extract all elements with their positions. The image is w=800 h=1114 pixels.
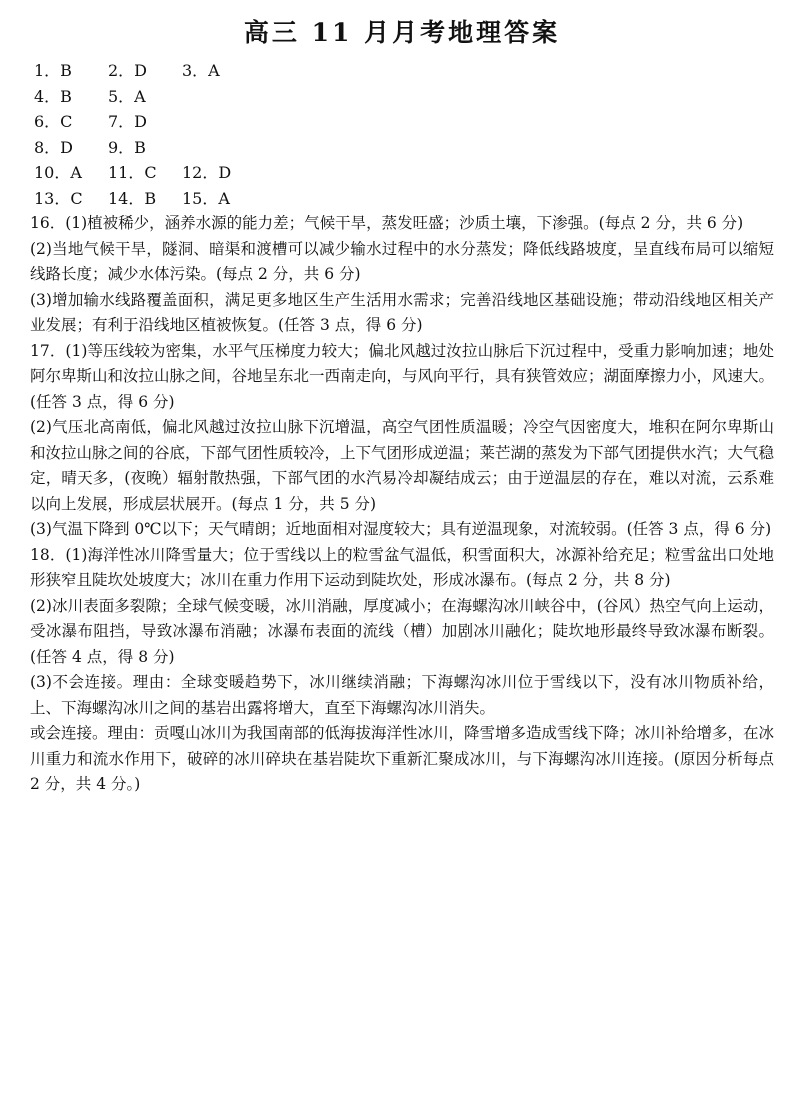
mc-answer: 15．A xyxy=(182,188,230,208)
answer-q18-part1: 18．(1)海洋性冰川降雪量大；位于雪线以上的粒雪盆气温低，积雪面积大，冰源补给充足；粒雪盆出口处地形狭窄且陡坎处坡度大；冰川在重力作用下运动到陡坎处，形成冰瀑布。(每点 2 分，共 8 分) xyxy=(30,545,774,589)
mc-answer: 8．D xyxy=(34,137,74,157)
mc-row xyxy=(34,160,774,186)
answer-q18-part3-yes: 或会连接。理由：贡嘎山冰川为我国南部的低海拔海洋性冰川，降雪增多造成雪线下降；冰川补给增多，在冰川重力和流水作用下，破碎的冰川碎块在基岩陡坎下重新汇聚成冰川，与下海螺沟冰川连接。(原因分析每点 2 分，共 4 分。) xyxy=(30,724,775,793)
mc-answer: 3．A xyxy=(182,61,220,80)
mc-answer: 6．C xyxy=(34,112,73,131)
mc-answer: 13．C xyxy=(34,188,83,208)
answer-q18-part2: (2)冰川表面多裂隙；全球气候变暖，冰川消融，厚度减小；在海螺沟冰川峡谷中，(谷风）热空气向上运动，受冰瀑布阻挡，导致冰瀑布消融；冰瀑布表面的流线（槽）加剧冰川融化；陡坎地形最终导致冰瀑布断裂。(任答 4 点，得 8 分) xyxy=(30,596,774,666)
mc-answer: 4．B xyxy=(34,86,72,106)
mc-answer: 10．A xyxy=(34,163,82,182)
mc-answer: 1．B xyxy=(34,61,72,80)
mc-answer: 9．B xyxy=(108,137,146,157)
answer-q18-part3-no: (3)不会连接。理由：全球变暖趋势下，冰川继续消融；下海螺沟冰川位于雪线以下，没有冰川物质补给，上、下海螺沟冰川之间的基岩出露将增大，直至下海螺沟冰川消失。 xyxy=(30,673,774,717)
mc-answer: 5．A xyxy=(108,86,146,106)
mc-answer: 14．B xyxy=(108,188,157,208)
answer-q16-part2: (2)当地气候干旱，隧洞、暗渠和渡槽可以减少输水过程中的水分蒸发；降低线路坡度，呈直线布局可以缩短线路长度；减少水体污染。(每点 2 分，共 6 分) xyxy=(30,239,774,283)
multiple-choice-answers xyxy=(30,58,774,211)
mc-answer: 11．C xyxy=(108,163,157,182)
mc-answer: 2．D xyxy=(108,61,148,80)
mc-row xyxy=(34,135,774,161)
mc-row xyxy=(34,186,774,212)
mc-row xyxy=(34,58,774,84)
mc-answer: 12．D xyxy=(182,163,232,182)
answer-q17-part2: (2)气压北高南低，偏北风越过汝拉山脉下沉增温，高空气团性质温暖；冷空气因密度大，堆积在阿尔卑斯山和汝拉山脉之间的谷底，下部气团性质较冷，上下气团形成逆温；莱芒湖的蒸发为下部气团提供水汽；大气稳定，晴天多，(夜晚）辐射散热强，下部气团的水汽易冷却凝结成云；由于逆温层的存在，难以对流，云系难以向上发展，形成层状展开。(每点 1 分，共 5 分) xyxy=(30,418,775,513)
mc-row xyxy=(34,84,774,110)
mc-row xyxy=(34,109,774,135)
answer-q17-part3: (3)气温下降到 0℃以下；天气晴朗；近地面相对湿度较大；具有逆温现象，对流较弱。(任答 3 点，得 6 分) xyxy=(30,520,772,538)
answer-q16-part3: (3)增加输水线路覆盖面积，满足更多地区生产生活用水需求；完善沿线地区基础设施；带动沿线地区相关产业发展；有利于沿线地区植被恢复。(任答 3 点，得 6 分) xyxy=(30,290,774,334)
mc-answer: 7．D xyxy=(108,112,148,131)
answer-q16-part1: 16．(1)植被稀少，涵养水源的能力差；气候干旱，蒸发旺盛；沙质土壤，下渗强。(每点 2 分，共 6 分) xyxy=(30,214,744,232)
free-response-answers xyxy=(30,211,774,798)
page-title: 高三 11 月月考地理答案 xyxy=(243,18,561,47)
answer-q17-part1: 17．(1)等压线较为密集，水平气压梯度力较大；偏北风越过汝拉山脉后下沉过程中，受重力影响加速；地处阿尔卑斯山和汝拉山脉之间，谷地呈东北一西南走向，与风向平行，具有狭管效应；湖面摩擦力小，风速大。(任答 3 点，得 6 分) xyxy=(30,341,775,411)
